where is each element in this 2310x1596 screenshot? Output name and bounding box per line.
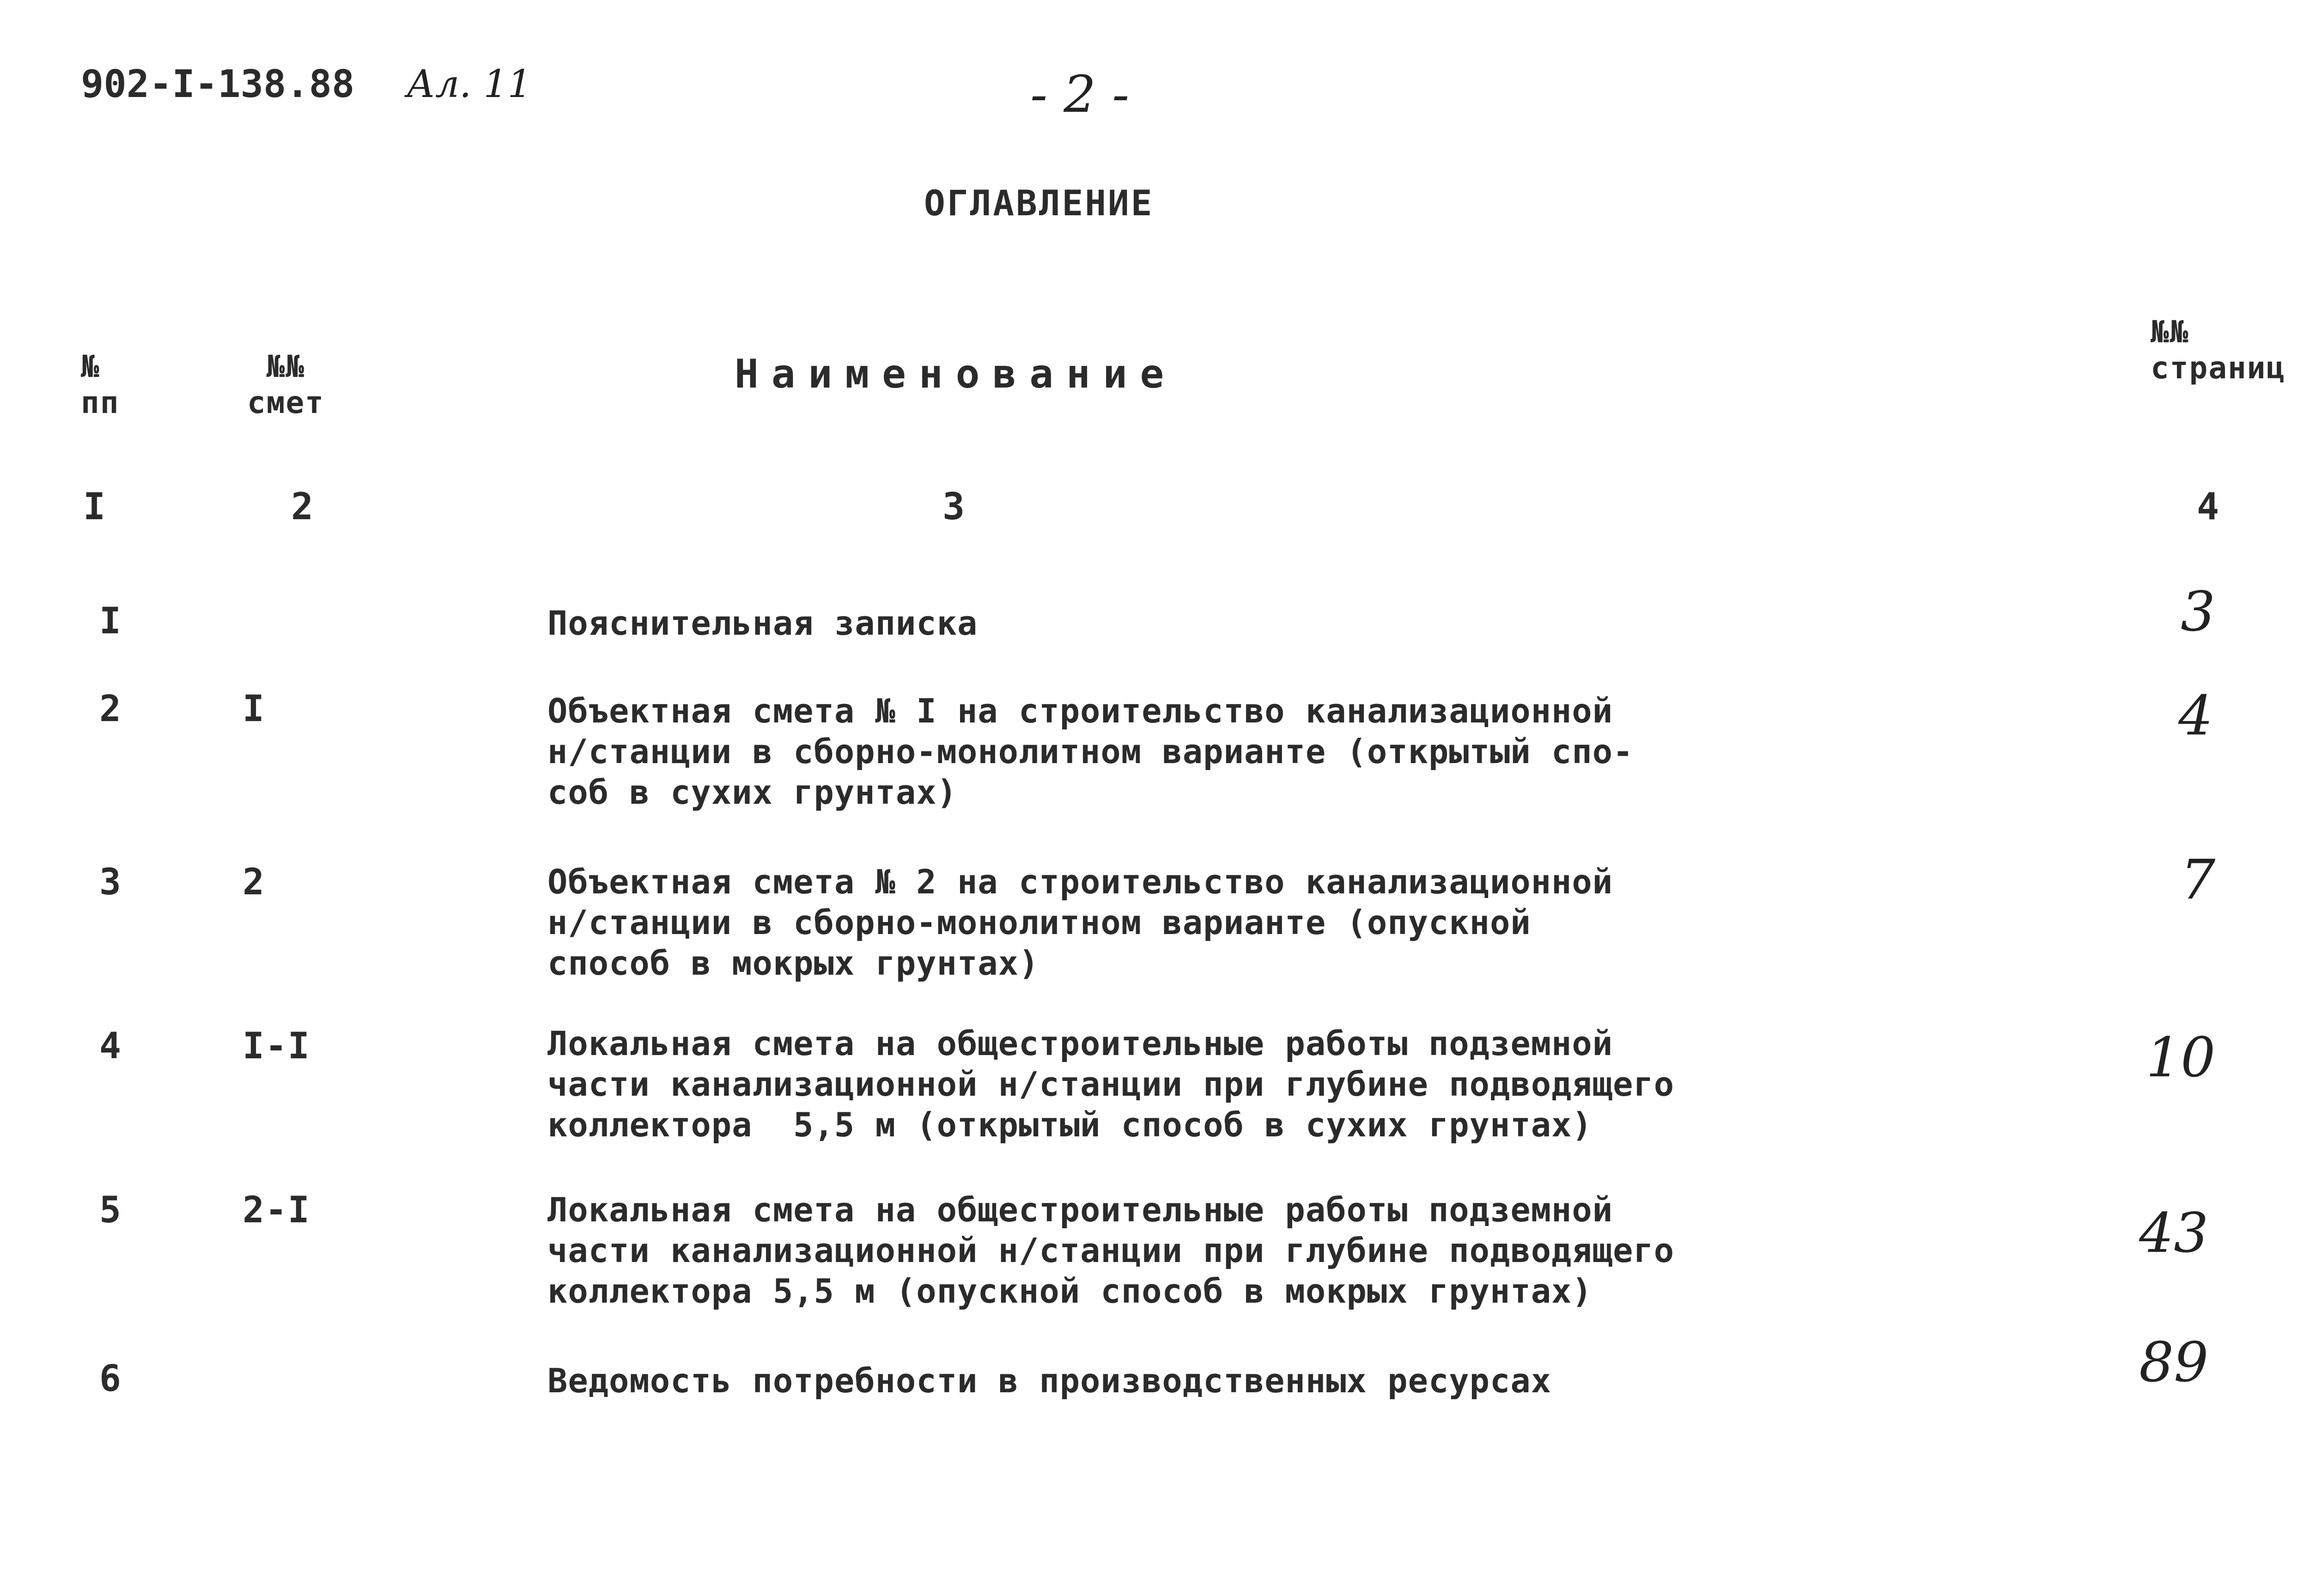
document-code: 902-I-138.88 — [81, 62, 355, 106]
column-number-2: 2 — [291, 485, 315, 528]
table-row-number: 5 — [99, 1189, 122, 1231]
table-row-number: 3 — [99, 862, 122, 903]
header-name: Наименование — [735, 351, 1177, 397]
sheet-number: Ал. 11 — [407, 62, 532, 106]
table-row-name: Локальная смета на общестроительные работы подземной части канализационной н/станции при глубине подводящего коллектора 5,5 м (опускной способ в мокрых грунтах) — [547, 1190, 1675, 1311]
table-row-page: 7 — [2181, 848, 2216, 911]
header-row-number: № пп — [81, 349, 120, 420]
table-row-page: 3 — [2181, 580, 2216, 643]
column-number-1: I — [83, 485, 107, 528]
table-row-estimate: 2 — [243, 862, 265, 903]
table-row-page: 4 — [2178, 684, 2213, 747]
table-row-name: Локальная смета на общестроительные работы подземной части канализационной н/станции при глубине подводящего коллектора 5,5 м (открытый способ в сухих грунтах) — [547, 1024, 1675, 1144]
page-number: - 2 - — [1030, 65, 1130, 124]
table-row-name: Ведомость потребности в производственных ресурсах — [547, 1361, 1552, 1400]
table-row-page: 43 — [2139, 1201, 2209, 1265]
header-pages: №№ страниц — [2151, 314, 2286, 386]
table-row-number: 2 — [99, 688, 122, 730]
table-row-name: Пояснительная записка — [547, 604, 978, 643]
page-title: ОГЛАВЛЕНИЕ — [924, 182, 1154, 224]
table-row-estimate: I — [243, 688, 265, 730]
table-row-estimate: 2-I — [243, 1189, 310, 1231]
table-row-estimate: I-I — [243, 1026, 310, 1067]
table-row-number: 6 — [99, 1358, 122, 1400]
table-row-number: I — [99, 601, 122, 642]
column-number-4: 4 — [2197, 485, 2220, 528]
header-estimate-number: №№ смет — [247, 349, 324, 420]
column-number-3: 3 — [942, 485, 966, 528]
table-row-name: Объектная смета № I на строительство канализационной н/станции в сборно-монолитном варианте (открытый спо- соб в сухих грунтах) — [547, 692, 1634, 812]
table-row-page: 89 — [2139, 1330, 2209, 1394]
table-row-name: Объектная смета № 2 на строительство канализационной н/станции в сборно-монолитном варианте (опускной способ в мокрых грунтах) — [547, 862, 1613, 983]
table-row-page: 10 — [2146, 1026, 2216, 1089]
table-row-number: 4 — [99, 1026, 122, 1067]
